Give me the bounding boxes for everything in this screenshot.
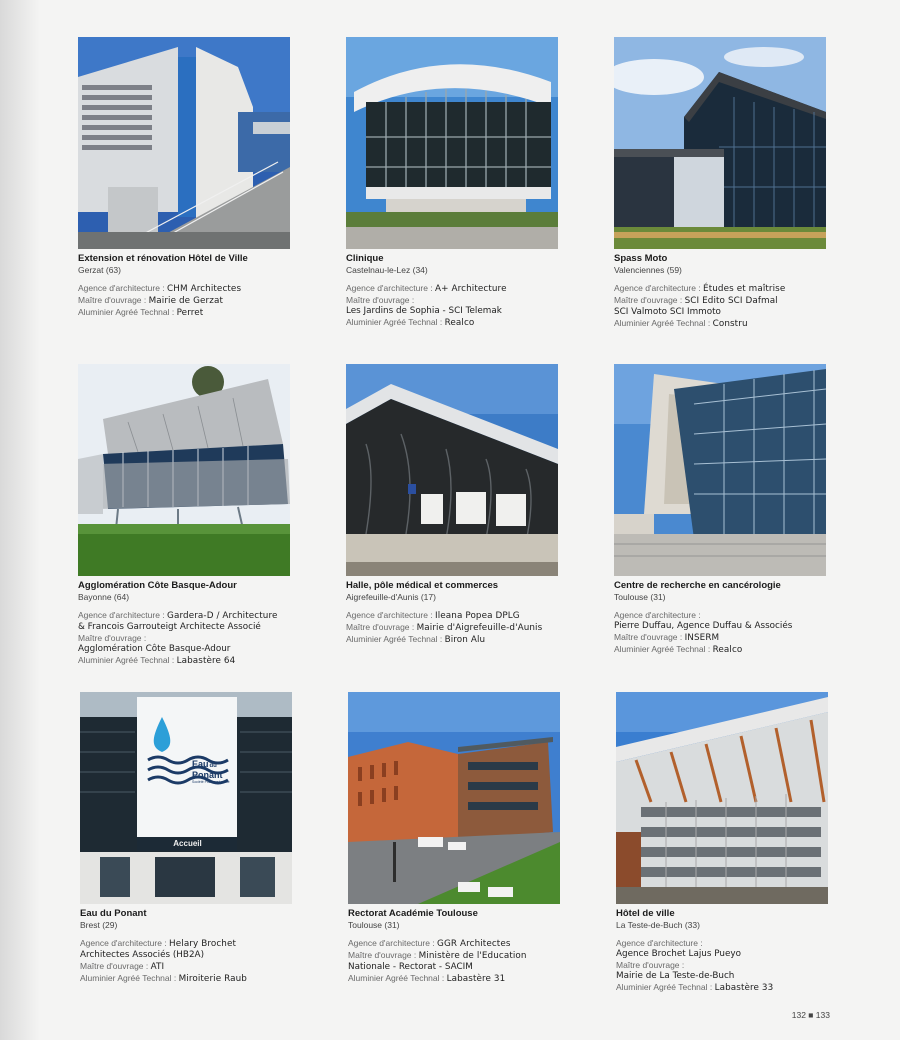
project-city: Bayonne (64) (78, 592, 130, 602)
architect-value: Agence Brochet Lajus Pueyo (616, 949, 741, 959)
architect-label: Agence d'architecture : (78, 610, 168, 620)
project-title: Agglomération Côte Basque-Adour (78, 580, 237, 591)
installer-label: Aluminier Agréé Technal : (80, 973, 179, 983)
architect-label: Agence d'architecture : (346, 610, 436, 620)
installer-label: Aluminier Agréé Technal : (348, 973, 447, 983)
project-title: Centre de recherche en cancérologie (614, 580, 781, 591)
architect-label: Agence d'architecture : (614, 283, 704, 293)
owner-value: INSERM (684, 633, 720, 643)
project-title: Hôtel de ville (616, 908, 675, 919)
architect-value: Études et maîtrise (703, 284, 786, 294)
project-title: Halle, pôle médical et commerces (346, 580, 499, 591)
owner-label: Maître d'ouvrage : (78, 633, 147, 643)
project-card-aigrefeuille (346, 364, 558, 646)
installer-label: Aluminier Agréé Technal : (614, 644, 713, 654)
project-photo-toulouse-cancerologie (614, 364, 826, 576)
owner-value: Ministère de l'Education (418, 951, 527, 961)
project-card-gerzat (78, 37, 290, 319)
project-card-valenciennes (614, 37, 826, 330)
project-card-brest (80, 692, 292, 985)
project-title: Rectorat Académie Toulouse (348, 908, 478, 919)
sign-du: du (209, 763, 217, 769)
architect-value: Pierre Duffau, Agence Duffau & Associés (614, 621, 793, 631)
project-city: Valenciennes (59) (614, 265, 682, 275)
architect-label: Agence d'architecture : (614, 610, 701, 620)
installer-label: Aluminier Agréé Technal : (78, 655, 177, 665)
installer-value: Constru (712, 319, 748, 329)
project-city: Brest (29) (80, 920, 118, 930)
project-photo-aigrefeuille (346, 364, 558, 576)
project-city: Castelnau-le-Lez (34) (346, 265, 428, 275)
project-city: Aigrefeuille-d'Aunis (17) (346, 592, 436, 602)
project-photo-castelnau (346, 37, 558, 249)
project-city: Toulouse (31) (614, 592, 666, 602)
installer-label: Aluminier Agréé Technal : (78, 307, 177, 317)
project-title: Extension et rénovation Hôtel de Ville (78, 253, 248, 264)
project-card-la-teste (616, 692, 828, 994)
sign-subtitle: Société Publique Locale (192, 780, 230, 784)
installer-label: Aluminier Agréé Technal : (614, 318, 713, 328)
project-photo-rectorat (348, 692, 560, 904)
owner-label: Maître d'ouvrage : (346, 295, 415, 305)
sign-eau: Eau (192, 759, 209, 769)
architect-value: Ileana Popea DPLG (435, 611, 520, 621)
installer-value: Biron Alu (444, 635, 486, 645)
project-title: Eau du Ponant (80, 908, 147, 919)
sign-ponant: Ponant (192, 770, 223, 780)
installer-label: Aluminier Agréé Technal : (346, 634, 445, 644)
owner-value: SCI Edito SCI Dafmal (684, 296, 778, 306)
architect-value-line2: & Francois Garrouteigt Architecte Associé (78, 622, 261, 632)
project-card-bayonne (78, 364, 290, 667)
installer-label: Aluminier Agréé Technal : (616, 982, 715, 992)
architect-value: GGR Architectes (437, 939, 511, 949)
installer-value: Miroiterie Raub (178, 974, 247, 984)
project-photo-gerzat (78, 37, 290, 249)
owner-label: Maître d'ouvrage : (614, 295, 685, 305)
project-card-rectorat (348, 692, 560, 985)
owner-label: Maître d'ouvrage : (614, 632, 685, 642)
project-city: Toulouse (31) (348, 920, 400, 930)
architect-value: A+ Architecture (435, 284, 507, 294)
owner-label: Maître d'ouvrage : (616, 960, 685, 970)
owner-value-line2: SCI Valmoto SCI Immoto (614, 307, 721, 317)
project-photo-valenciennes (614, 37, 826, 249)
project-title: Spass Moto (614, 253, 668, 264)
owner-value: Mairie de La Teste-de-Buch (616, 971, 735, 981)
architect-value-line2: Architectes Associés (HB2A) (80, 950, 205, 960)
architect-value: Helary Brochet (169, 939, 237, 949)
installer-value: Perret (176, 308, 204, 318)
owner-value: Les Jardins de Sophia - SCI Telemak (346, 306, 502, 316)
installer-value: Labastère 31 (446, 974, 506, 984)
architect-value: CHM Architectes (167, 284, 242, 294)
owner-label: Maître d'ouvrage : (78, 295, 149, 305)
installer-value: Labastère 64 (176, 656, 236, 666)
owner-label: Maître d'ouvrage : (80, 961, 151, 971)
architect-label: Agence d'architecture : (78, 283, 168, 293)
project-photo-brest (80, 692, 292, 904)
installer-value: Labastère 33 (714, 983, 774, 993)
architect-label: Agence d'architecture : (348, 938, 438, 948)
project-card-castelnau (346, 37, 558, 329)
project-photo-la-teste (616, 692, 828, 904)
sign-accueil: Accueil (173, 839, 202, 848)
project-city: La Teste-de-Buch (33) (616, 920, 700, 930)
installer-label: Aluminier Agréé Technal : (346, 317, 445, 327)
architect-label: Agence d'architecture : (80, 938, 170, 948)
architect-label: Agence d'architecture : (616, 938, 703, 948)
owner-value-line2: Nationale - Rectorat - SACIM (348, 962, 473, 972)
project-title: Clinique (346, 253, 384, 264)
owner-label: Maître d'ouvrage : (348, 950, 419, 960)
installer-value: Realco (712, 645, 743, 655)
project-photo-bayonne (78, 364, 290, 576)
owner-value: ATI (150, 962, 165, 972)
page-gutter-shadow (0, 0, 40, 1040)
installer-value: Realco (444, 318, 475, 328)
owner-label: Maître d'ouvrage : (346, 622, 417, 632)
owner-value: Mairie de Gerzat (148, 296, 223, 306)
architect-label: Agence d'architecture : (346, 283, 436, 293)
architect-value: Gardera-D / Architecture (167, 611, 278, 621)
project-city: Gerzat (63) (78, 265, 121, 275)
project-card-toulouse-cancerologie (614, 364, 826, 656)
owner-value: Mairie d'Aigrefeuille-d'Aunis (416, 623, 543, 633)
owner-value: Agglomération Côte Basque-Adour (78, 644, 231, 654)
page-number: 132 ■ 133 (791, 1010, 830, 1020)
